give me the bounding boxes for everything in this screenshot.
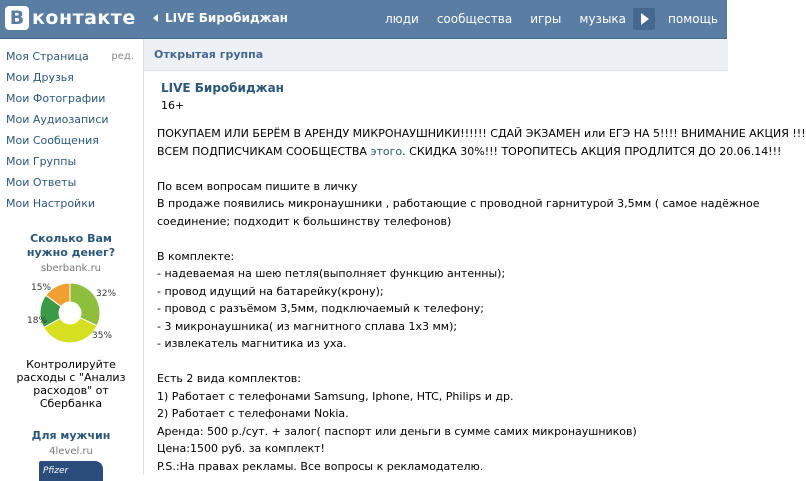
back-link-label: LIVE Биробиджан [165, 11, 288, 25]
play-icon [641, 13, 649, 25]
pie-label-32: 32% [96, 289, 117, 299]
sidebar-item-label: Моя Страница [6, 50, 89, 63]
vk-logo[interactable] [5, 6, 136, 30]
post-line: Есть 2 вида комплектов: [157, 372, 301, 385]
ad-text: Контролируйте расходы с "Анализ расходов" от Сбербанка [16, 358, 126, 410]
logo-text: контакте [32, 7, 136, 29]
post-text [157, 125, 806, 475]
play-button[interactable] [633, 8, 655, 30]
ad2-image[interactable] [39, 461, 103, 481]
back-link[interactable] [153, 11, 288, 25]
nav-communities[interactable]: сообщества [436, 12, 513, 26]
post-line: Цена:1500 руб. за комплект! [157, 442, 325, 455]
back-arrow-icon [153, 14, 158, 22]
sidebar-item-groups[interactable]: Мои Группы [6, 155, 77, 168]
ad-for-men[interactable] [8, 429, 134, 481]
group-name: LIVE Биробиджан [161, 81, 284, 95]
sidebar-item-messages[interactable]: Мои Сообщения [6, 134, 99, 147]
post-line: - 3 микронаушника( из магнитного сплава 1х3 мм); [157, 319, 458, 333]
post-line-part: ВСЕМ ПОДПИСЧИКАМ СООБЩЕСТВА [157, 144, 371, 158]
nav-people[interactable]: люди [384, 12, 419, 26]
post-line: 2) Работает с телефонами Nokia. [157, 407, 349, 420]
nav-music[interactable]: музыка [579, 12, 627, 26]
post-line: В комплекте: [157, 249, 235, 263]
pie-label-15: 15% [31, 283, 52, 293]
top-nav [376, 0, 727, 38]
nav-help[interactable]: помощь [668, 12, 718, 26]
pie-label-35: 35% [92, 331, 113, 341]
sidebar-item-my-page[interactable] [6, 49, 134, 70]
post-line: - извлекатель магнитика из уха. [157, 337, 347, 350]
post-line: В продаже появились микронаушники , работающие с проводной гарнитурой 3,5мм ( самое надёжное [157, 197, 760, 210]
spacer [157, 160, 729, 178]
logo-letter: В [5, 6, 29, 30]
ad-title[interactable]: Сколько Вам нужно денег? [26, 232, 116, 259]
post-line: По всем вопросам пишите в личку [157, 179, 358, 193]
sidebar-item-settings[interactable]: Мои Настройки [6, 197, 95, 210]
edit-link[interactable]: ред. [111, 51, 134, 62]
post-line [157, 143, 782, 161]
group-type-bar [144, 39, 728, 71]
ad2-image-text: Pfizer [43, 466, 69, 476]
post-line: соединение; подходит к большинству телефонов) [157, 214, 452, 228]
post-line-part: . СКИДКА 30%!!! ТОРОПИТЕСЬ АКЦИЯ ПРОДЛИТСЯ ДО 20.06.14!!! [402, 144, 782, 158]
nav-games[interactable]: игры [530, 12, 562, 26]
sidebar-item-friends[interactable]: Мои Друзья [6, 71, 74, 84]
post-line: - провод идущий на батарейку(крону); [157, 284, 384, 298]
sidebar-menu [6, 49, 134, 217]
ad-source: sberbank.ru [40, 263, 102, 274]
post-line: P.S.:На правах рекламы. Все вопросы к рекламодателю. [157, 459, 484, 473]
ad-pie-chart [24, 280, 118, 346]
age-rating: 16+ [161, 99, 185, 112]
ad-sberbank[interactable] [8, 232, 134, 410]
spacer [157, 230, 729, 248]
ad2-source: 4level.ru [49, 446, 93, 457]
sidebar-item-answers[interactable]: Мои Ответы [6, 176, 77, 189]
post-link-this[interactable]: этого [370, 144, 403, 158]
post-line: ПОКУПАЕМ ИЛИ БЕРЁМ В АРЕНДУ МИКРОНАУШНИКИ!!!!!! СДАЙ ЭКЗАМЕН или ЕГЭ НА 5!!!! ВНИМАНИЕ АКЦИЯ !!! [157, 127, 806, 140]
pie-label-18: 18% [27, 316, 48, 326]
sidebar-item-photos[interactable]: Мои Фотографии [6, 92, 106, 105]
post-line: - надеваемая на шею петля(выполняет функцию антенны); [157, 267, 506, 280]
top-header [0, 0, 727, 39]
post-line: 1) Работает с телефонами Samsung, Iphone, HTC, Philips и др. [157, 389, 514, 403]
sidebar-item-audio[interactable]: Мои Аудиозаписи [6, 113, 109, 126]
post-line: Аренда: 500 р./сут. + залог( паспорт или деньги в сумме самих микронаушников) [157, 424, 637, 438]
ad2-title[interactable]: Для мужчин [31, 429, 111, 442]
main-content [143, 39, 806, 475]
spacer [157, 353, 729, 371]
left-sidebar [0, 39, 143, 475]
group-type-label: Открытая группа [154, 48, 264, 61]
post-line: - провод с разъёмом 3,5мм, подключаемый к телефону; [157, 302, 485, 315]
